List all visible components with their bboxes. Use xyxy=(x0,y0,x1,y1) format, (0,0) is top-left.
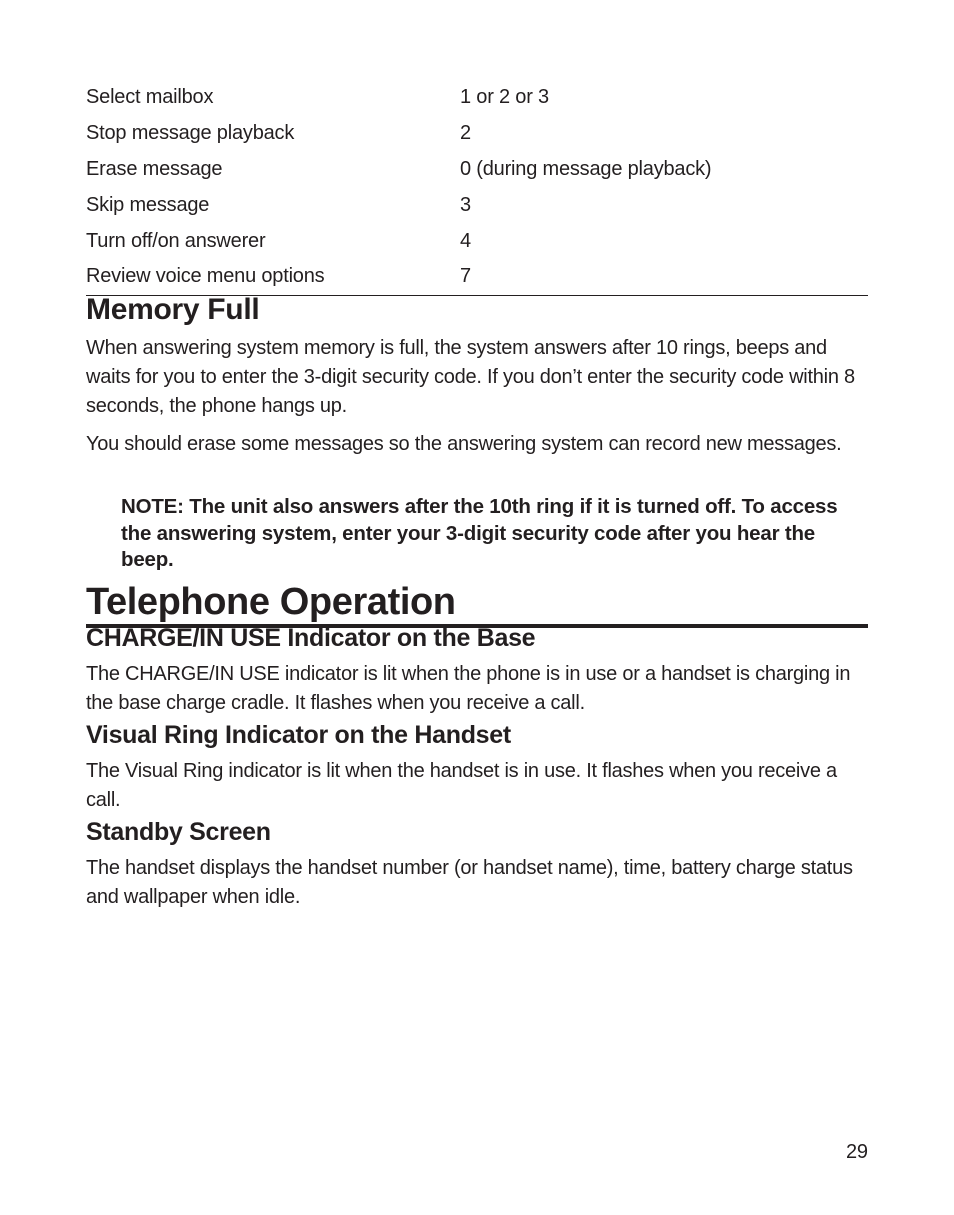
visual-ring-heading: Visual Ring Indicator on the Handset xyxy=(86,721,511,749)
table-row xyxy=(86,152,868,188)
table-row xyxy=(86,223,868,259)
memory-full-heading: Memory Full xyxy=(86,293,260,326)
table-row xyxy=(86,80,868,116)
memory-full-note: NOTE: The unit also answers after the 10th ring if it is turned off. To access the answering system, enter your 3-digit security code after you hear the beep. xyxy=(121,495,838,571)
table-row xyxy=(86,116,868,152)
command-key: 7 xyxy=(460,265,471,288)
charge-indicator-heading: CHARGE/IN USE Indicator on the Base xyxy=(86,624,536,652)
command-action: Stop message playback xyxy=(86,122,295,145)
charge-indicator-paragraph: The CHARGE/IN USE indicator is lit when the phone is in use or a handset is charging in the base charge cradle. It flashes when you receive a call. xyxy=(86,663,851,714)
command-action: Skip message xyxy=(86,193,210,216)
visual-ring-paragraph: The Visual Ring indicator is lit when the handset is in use. It flashes when you receive a call. xyxy=(86,760,837,811)
command-key: 3 xyxy=(460,193,471,216)
table-row xyxy=(86,259,868,295)
memory-full-paragraph: When answering system memory is full, the system answers after 10 rings, beeps and waits for you to enter the 3-digit security code. If you don’t enter the security code within 8 seconds, the phone hangs up. xyxy=(86,337,855,417)
command-action: Erase message xyxy=(86,157,223,180)
standby-screen-heading: Standby Screen xyxy=(86,818,271,846)
command-action: Select mailbox xyxy=(86,86,214,109)
command-key: 2 xyxy=(460,122,471,145)
page-number: 29 xyxy=(846,1141,868,1163)
standby-screen-paragraph: The handset displays the handset number (or handset name), time, battery charge status and wallpaper when idle. xyxy=(86,857,853,908)
command-key: 4 xyxy=(460,229,471,252)
remote-command-table xyxy=(86,80,868,296)
command-key: 0 (during message playback) xyxy=(460,157,712,180)
command-action: Turn off/on answerer xyxy=(86,229,266,252)
table-row xyxy=(86,187,868,223)
telephone-operation-heading: Telephone Operation xyxy=(86,580,868,628)
command-key: 1 or 2 or 3 xyxy=(460,86,549,109)
erase-messages-paragraph: You should erase some messages so the answering system can record new messages. xyxy=(86,433,842,455)
command-action: Review voice menu options xyxy=(86,265,325,288)
